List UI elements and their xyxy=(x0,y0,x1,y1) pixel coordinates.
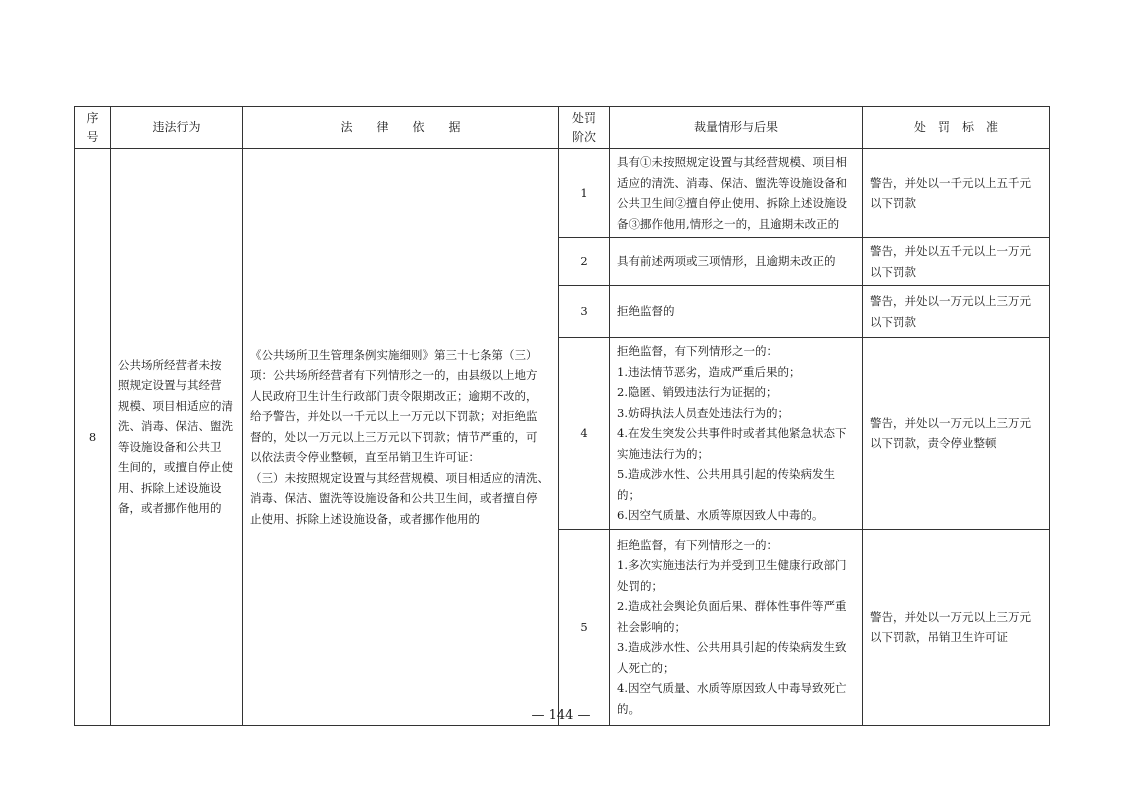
penalty-standard: 警告，并处以一万元以上三万元 以下罚款，吊销卫生许可证 xyxy=(863,529,1050,725)
circumstance-cell: 拒绝监督，有下列情形之一的： 1.多次实施违法行为并受到卫生健康行政部门 处罚的； 2.造成社会舆论负面后果、群体性事件等严重 社会影响的； 3.造成涉水性、公共用具引起的传染病发生致 人死亡的； 4.因空气质量、水质等原因致人中毒导致死亡 的。 xyxy=(610,529,863,725)
penalty-level: 2 xyxy=(559,238,610,286)
circumstance-cell: 具有前述两项或三项情形，且逾期未改正的 xyxy=(610,238,863,286)
row-seq: 8 xyxy=(75,149,111,726)
header-circumstance: 裁量情形与后果 xyxy=(610,107,863,149)
penalty-table xyxy=(74,106,1050,726)
header-basis: 法 律 依 据 xyxy=(243,107,559,149)
header-level: 处罚 阶次 xyxy=(559,107,610,149)
header-standard: 处 罚 标 准 xyxy=(863,107,1050,149)
penalty-standard: 警告，并处以一万元以上三万元 以下罚款，责令停业整顿 xyxy=(863,338,1050,530)
violation-behavior: 公共场所经营者未按 照规定设置与其经营 规模、项目相适应的清 洗、消毒、保洁、盥洗 等设施设备和公共卫 生间的，或擅自停止使 用、拆除上述设施设 备，或者挪作他用的 xyxy=(111,149,243,726)
header-behavior: 违法行为 xyxy=(111,107,243,149)
penalty-level: 3 xyxy=(559,286,610,338)
penalty-level: 5 xyxy=(559,529,610,725)
penalty-level: 1 xyxy=(559,149,610,238)
penalty-standard: 警告，并处以一千元以上五千元 以下罚款 xyxy=(863,149,1050,238)
table-row xyxy=(75,149,1050,238)
circumstance-cell: 拒绝监督的 xyxy=(610,286,863,338)
legal-basis: 《公共场所卫生管理条例实施细则》第三十七条第（三） 项：公共场所经营者有下列情形之一的，由县级以上地方 人民政府卫生计生行政部门责令限期改正；逾期不改的， 给予警告，并处以一千元以上一万元以下罚款；对拒绝监 督的，处以一万元以上三万元以下罚款；情节严重的，可 以依法责令停业整顿，直至吊销卫生许可证： （三）未按照规定设置与其经营规模、项目相适应的清洗、 消毒、保洁、盥洗等设施设备和公共卫生间，或者擅自停 止使用、拆除上述设施设备，或者挪作他用的 xyxy=(243,149,559,726)
penalty-standard: 警告，并处以五千元以上一万元 以下罚款 xyxy=(863,238,1050,286)
circumstance-cell: 拒绝监督，有下列情形之一的： 1.违法情节恶劣，造成严重后果的； 2.隐匿、销毁违法行为证据的； 3.妨碍执法人员查处违法行为的； 4.在发生突发公共事件时或者其他紧急状态下 实施违法行为的； 5.造成涉水性、公共用具引起的传染病发生的； 6.因空气质量、水质等原因致人中毒的。 xyxy=(610,338,863,530)
penalty-standard: 警告，并处以一万元以上三万元 以下罚款 xyxy=(863,286,1050,338)
penalty-level: 4 xyxy=(559,338,610,530)
circumstance-cell: 具有①未按照规定设置与其经营规模、项目相 适应的清洗、消毒、保洁、盥洗等设施设备和 公共卫生间②擅自停止使用、拆除上述设施设 备③挪作他用,情形之一的，且逾期未改正的 xyxy=(610,149,863,238)
header-row xyxy=(75,107,1050,149)
page-number: — 144 — xyxy=(531,708,591,723)
header-seq: 序 号 xyxy=(75,107,111,149)
